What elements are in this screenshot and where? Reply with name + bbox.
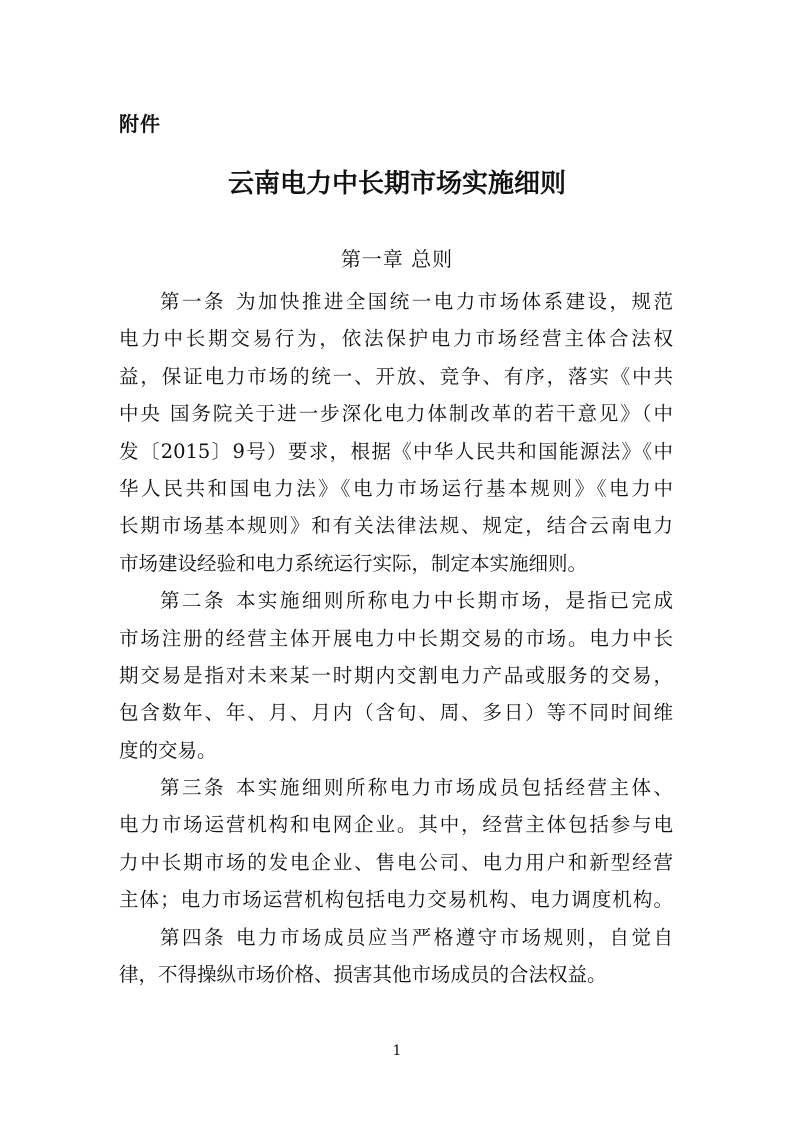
article-3-line-3: 力中长期市场的发电企业、售电公司、电力用户和新型经营 [119, 850, 673, 874]
article-label: 第三条 [160, 776, 226, 800]
article-2-line-1: 第二条 本实施细则所称电力中长期市场，是指已完成 [160, 589, 673, 613]
article-4-line-2: 律，不得操纵市场价格、损害其他市场成员的合法权益。 [119, 963, 607, 987]
article-3-line-2: 电力市场运营机构和电网企业。其中，经营主体包括参与电 [119, 813, 673, 837]
attachment-label: 附件 [119, 112, 161, 136]
article-1-line-4: 中央 国务院关于进一步深化电力体制改革的若干意见》（中 [119, 402, 673, 426]
document-body [119, 283, 673, 993]
article-1-line-6: 华人民共和国电力法》《电力市场运行基本规则》《电力中 [119, 476, 673, 500]
article-label: 第四条 [160, 925, 226, 949]
article-1-line-7: 长期市场基本规则》和有关法律法规、规定，结合云南电力 [119, 514, 673, 538]
article-2-line-2: 市场注册的经营主体开展电力中长期交易的市场。电力中长 [119, 626, 673, 650]
chapter-heading: 第一章 总则 [340, 247, 454, 271]
article-2-line-5: 度的交易。 [119, 738, 217, 762]
article-3-line-4: 主体；电力市场运营机构包括电力交易机构、电力调度机构。 [119, 888, 673, 912]
article-4-line-1: 第四条 电力市场成员应当严格遵守市场规则，自觉自 [160, 925, 673, 949]
article-label: 第二条 [160, 589, 226, 613]
article-2-line-4: 包含数年、年、月、月内（含旬、周、多日）等不同时间维 [119, 701, 673, 725]
article-1-line-1: 第一条 为加快推进全国统一电力市场体系建设，规范 [160, 290, 673, 313]
article-1-line-3: 益，保证电力市场的统一、开放、竞争、有序，落实《中共 [119, 364, 673, 388]
article-1-line-8: 市场建设经验和电力系统运行实际，制定本实施细则。 [119, 551, 588, 575]
article-2-line-3: 期交易是指对未来某一时期内交割电力产品或服务的交易， [119, 663, 673, 687]
article-1-line-2: 电力中长期交易行为，依法保护电力市场经营主体合法权 [119, 327, 673, 351]
article-label: 第一条 [160, 290, 226, 313]
article-1-line-5: 发〔2015〕9号）要求，根据《中华人民共和国能源法》《中 [119, 439, 673, 463]
article-3-line-1: 第三条 本实施细则所称电力市场成员包括经营主体、 [160, 776, 673, 800]
page-number: 1 [392, 1043, 402, 1059]
document-title: 云南电力中长期市场实施细则 [227, 169, 566, 199]
